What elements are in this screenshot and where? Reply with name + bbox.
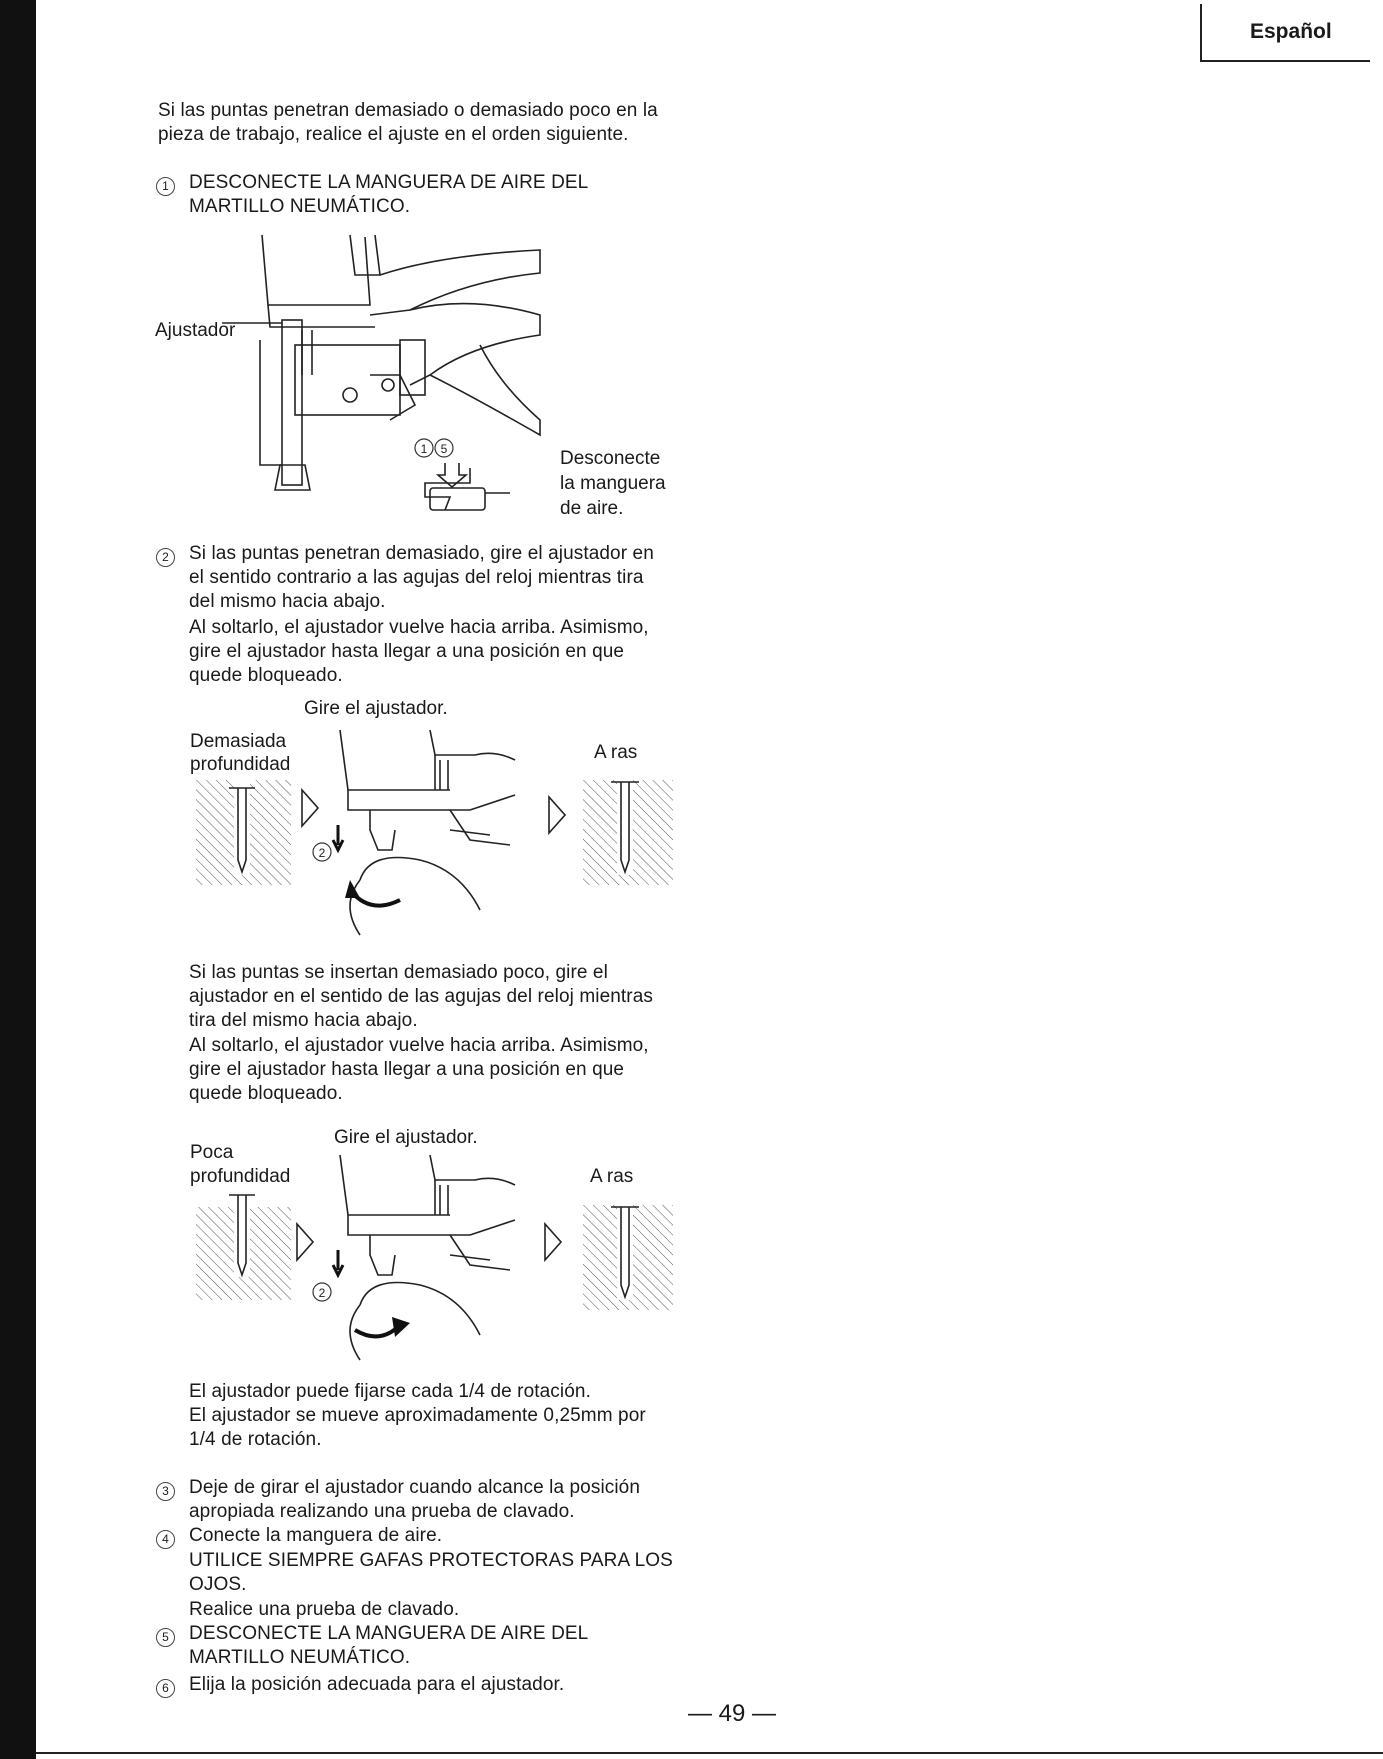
step-5-line-1: DESCONECTE LA MANGUERA DE AIRE DEL [189, 1623, 589, 1644]
step-2-line-1: Si las puntas penetran demasiado, gire el ajustador en [189, 543, 654, 564]
shallow-line-4: Al soltarlo, el ajustador vuelve hacia arriba. Asimismo, [189, 1035, 649, 1056]
step-4-line-4: Realice una prueba de clavado. [189, 1599, 460, 1620]
step-2-line-2: el sentido contrario a las agujas del reloj mientras tira [189, 567, 644, 588]
step-6-number: 6 [156, 1675, 175, 1700]
shallow-line-2: ajustador en el sentido de las agujas del reloj mientras [189, 986, 653, 1007]
step-2-line-6: quede bloqueado. [189, 665, 343, 686]
fig2-left-label-1: Demasiada [190, 731, 287, 752]
scan-edge-bar [0, 0, 36, 1759]
step-5-line-2: MARTILLO NEUMÁTICO. [189, 1647, 411, 1668]
fig3-shallow-nail-illustration [196, 1195, 291, 1300]
language-tab-rule [1200, 4, 1202, 62]
adjuster-label: Ajustador [155, 320, 236, 341]
step-2-number: 2 [156, 544, 175, 569]
fig2-turn-label: Gire el ajustador. [304, 698, 448, 719]
step-1-line-1: DESCONECTE LA MANGUERA DE AIRE DEL [189, 172, 589, 193]
shallow-line-6: quede bloqueado. [189, 1083, 343, 1104]
note-line-1: El ajustador puede fijarse cada 1/4 de rotación. [189, 1381, 591, 1402]
language-tab-underline [1200, 60, 1370, 62]
language-label: Español [1250, 20, 1332, 43]
shallow-line-1: Si las puntas se insertan demasiado poco, gire el [189, 962, 608, 983]
nailer-illustration [240, 235, 560, 510]
fig3-left-label-2: profundidad [190, 1166, 291, 1187]
note-line-2: El ajustador se mueve aproximadamente 0,25mm por [189, 1405, 646, 1426]
step-1-number: 1 [156, 173, 175, 198]
fig3-right-label: A ras [590, 1166, 634, 1187]
fig3-arrow-left [295, 1222, 315, 1262]
disconnect-line-3: de aire. [560, 498, 624, 519]
fig3-arrow-right [543, 1222, 563, 1262]
fig2-tool-illustration [300, 730, 550, 940]
step-2-line-4: Al soltarlo, el ajustador vuelve hacia arriba. Asimismo, [189, 617, 649, 638]
disconnect-line-2: la manguera [560, 473, 666, 494]
fig2-arrow-right [547, 795, 567, 835]
fig1-step-mark-5: 5 [440, 442, 448, 456]
shallow-line-3: tira del mismo hacia abajo. [189, 1010, 418, 1031]
fig2-step-mark: 2 [318, 846, 326, 860]
fig2-deep-nail-illustration [196, 780, 291, 885]
fig1-step-mark-1: 1 [420, 442, 428, 456]
fig3-flush-nail-illustration [583, 1205, 673, 1310]
fig3-tool-illustration [300, 1155, 550, 1365]
shallow-line-5: gire el ajustador hasta llegar a una posición en que [189, 1059, 625, 1080]
step-4-line-2: UTILICE SIEMPRE GAFAS PROTECTORAS PARA LOS [189, 1550, 673, 1571]
step-1-line-2: MARTILLO NEUMÁTICO. [189, 196, 411, 217]
fig2-right-label: A ras [594, 742, 638, 763]
fig3-left-label-1: Poca [190, 1142, 234, 1163]
disconnect-line-1: Desconecte [560, 448, 661, 469]
intro-line-1: Si las puntas penetran demasiado o demasiado poco en la [158, 100, 658, 121]
step-6-line-1: Elija la posición adecuada para el ajustador. [189, 1674, 565, 1695]
step-2-line-5: gire el ajustador hasta llegar a una posición en que [189, 641, 625, 662]
note-line-3: 1/4 de rotación. [189, 1429, 322, 1450]
step-4-line-3: OJOS. [189, 1574, 247, 1595]
step-4-number: 4 [156, 1526, 175, 1551]
step-3-line-1: Deje de girar el ajustador cuando alcance la posición [189, 1477, 641, 1498]
fig3-turn-label: Gire el ajustador. [334, 1127, 478, 1148]
fig2-left-label-2: profundidad [190, 754, 291, 775]
page-number: — 49 — [688, 1700, 777, 1727]
fig3-step-mark: 2 [318, 1286, 326, 1300]
step-5-number: 5 [156, 1624, 175, 1649]
intro-line-2: pieza de trabajo, realice el ajuste en el orden siguiente. [158, 124, 629, 145]
fig2-flush-nail-illustration [583, 780, 673, 885]
step-4-line-1: Conecte la manguera de aire. [189, 1525, 443, 1546]
bottom-rule [36, 1752, 1383, 1754]
step-3-number: 3 [156, 1478, 175, 1503]
fig2-arrow-left [300, 788, 320, 828]
step-3-line-2: apropiada realizando una prueba de clavado. [189, 1501, 575, 1522]
step-2-line-3: del mismo hacia abajo. [189, 591, 386, 612]
